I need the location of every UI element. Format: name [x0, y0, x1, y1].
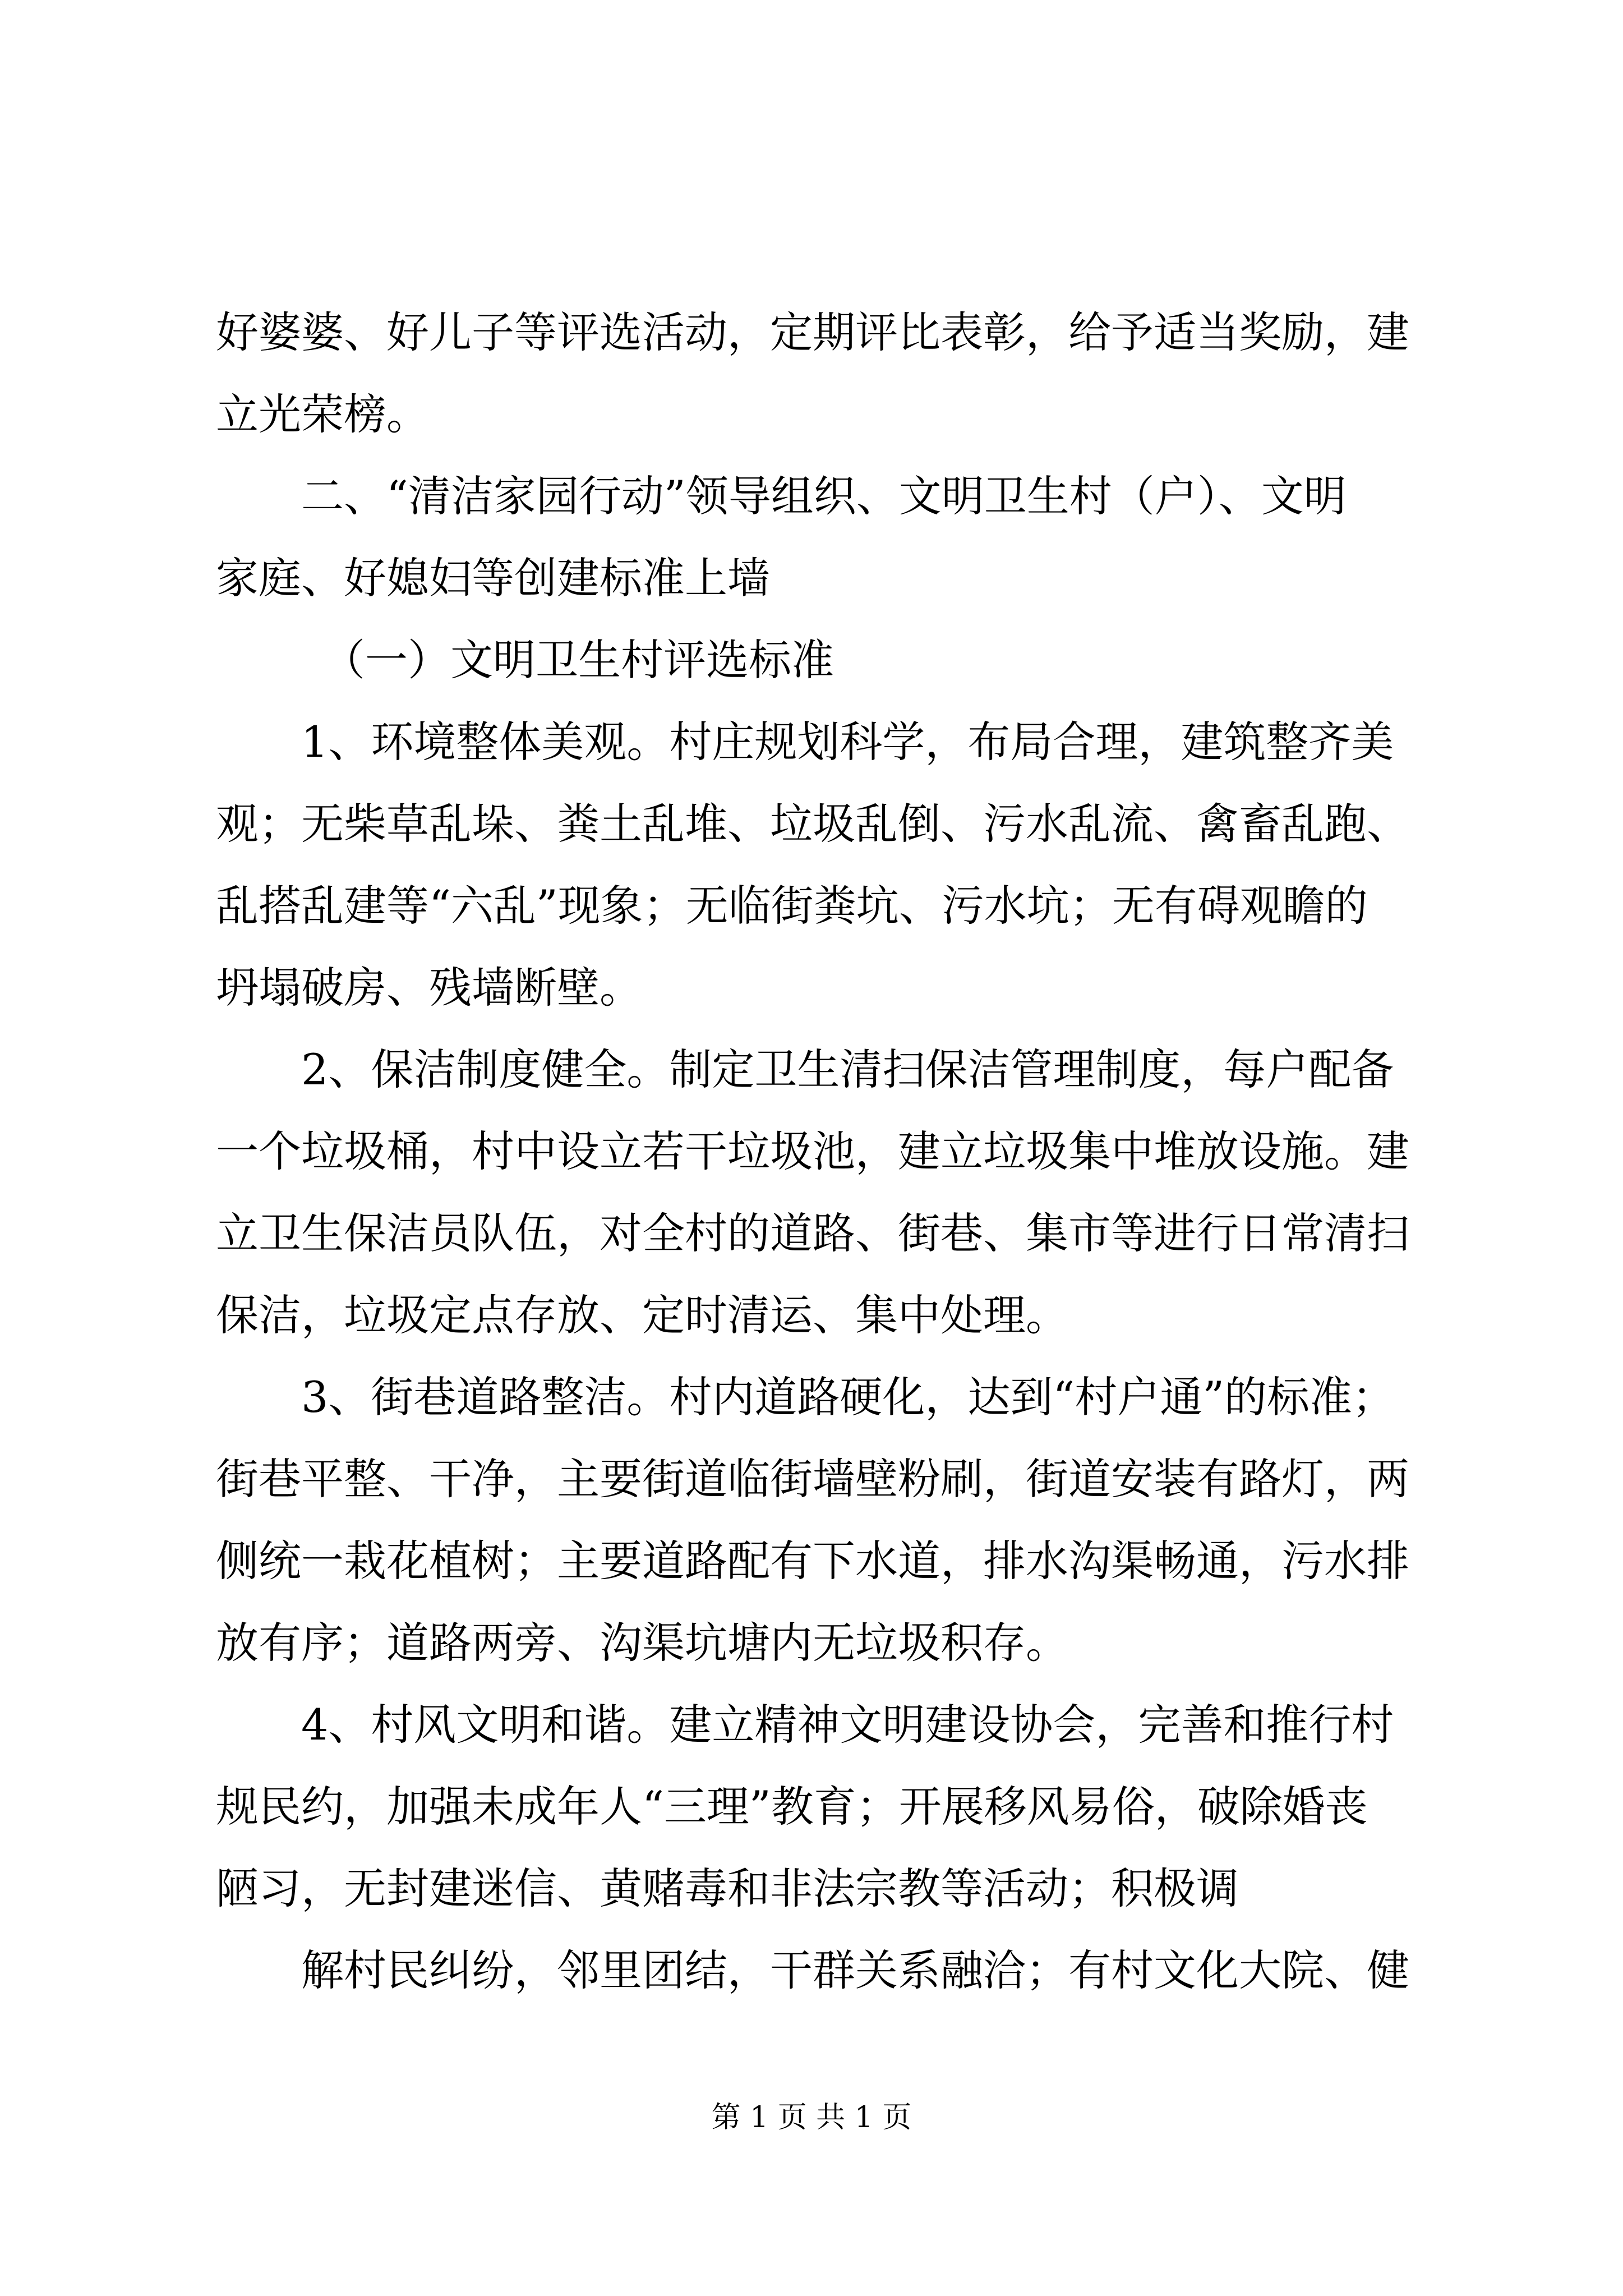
- text-line: 坍塌破房、残墙断壁。: [216, 963, 642, 1013]
- text-line: 立光荣榜。: [216, 389, 429, 439]
- text-line: 立卫生保洁员队伍，对全村的道路、街巷、集市等进行日常清扫: [216, 1208, 1409, 1258]
- page-number: 第 1 页 共 1 页: [711, 2101, 912, 2134]
- subsection-heading: （一）文明卫生村评选标准: [322, 635, 834, 685]
- section-heading: 二、“清洁家园行动”领导组织、文明卫生村（户）、文明: [301, 471, 1347, 521]
- text-line: 乱搭乱建等“六乱”现象；无临街粪坑、污水坑；无有碍观瞻的: [216, 881, 1368, 931]
- text-line: 侧统一栽花植树；主要道路配有下水道，排水沟渠畅通，污水排: [216, 1536, 1409, 1586]
- text-line: 解村民纠纷，邻里团结，干群关系融洽；有村文化大院、健: [301, 1945, 1409, 1995]
- paragraph-item-4: 4、村风文明和谐。建立精神文明建设协会，完善和推行村: [301, 1700, 1394, 1750]
- paragraph-item-3: 3、街巷道路整洁。村内道路硬化，达到“村户通”的标准；: [301, 1372, 1395, 1422]
- text-line: 规民约，加强未成年人“三理”教育；开展移风易俗，破除婚丧: [216, 1782, 1368, 1832]
- text-line: 保洁，垃圾定点存放、定时清运、集中处理。: [216, 1290, 1068, 1340]
- paragraph-item-2: 2、保洁制度健全。制定卫生清扫保洁管理制度，每户配备: [301, 1045, 1394, 1094]
- page-footer: [0, 2098, 1623, 2137]
- text-line: 好婆婆、好儿子等评选活动，定期评比表彰，给予适当奖励，建: [216, 307, 1409, 357]
- text-line: 陋习，无封建迷信、黄赌毒和非法宗教等活动；积极调: [216, 1864, 1239, 1913]
- text-line: 一个垃圾桶，村中设立若干垃圾池，建立垃圾集中堆放设施。建: [216, 1126, 1409, 1176]
- text-line: 街巷平整、干净，主要街道临街墙壁粉刷，街道安装有路灯，两: [216, 1454, 1409, 1504]
- text-line: 观；无柴草乱垛、粪土乱堆、垃圾乱倒、污水乱流、禽畜乱跑、: [216, 799, 1409, 849]
- paragraph-item-1: 1、环境整体美观。村庄规划科学，布局合理，建筑整齐美: [301, 717, 1394, 767]
- document-body: [216, 292, 1422, 2012]
- section-heading-continued: 家庭、好媳妇等创建标准上墙: [216, 553, 770, 603]
- text-line: 放有序；道路两旁、沟渠坑塘内无垃圾积存。: [216, 1618, 1068, 1668]
